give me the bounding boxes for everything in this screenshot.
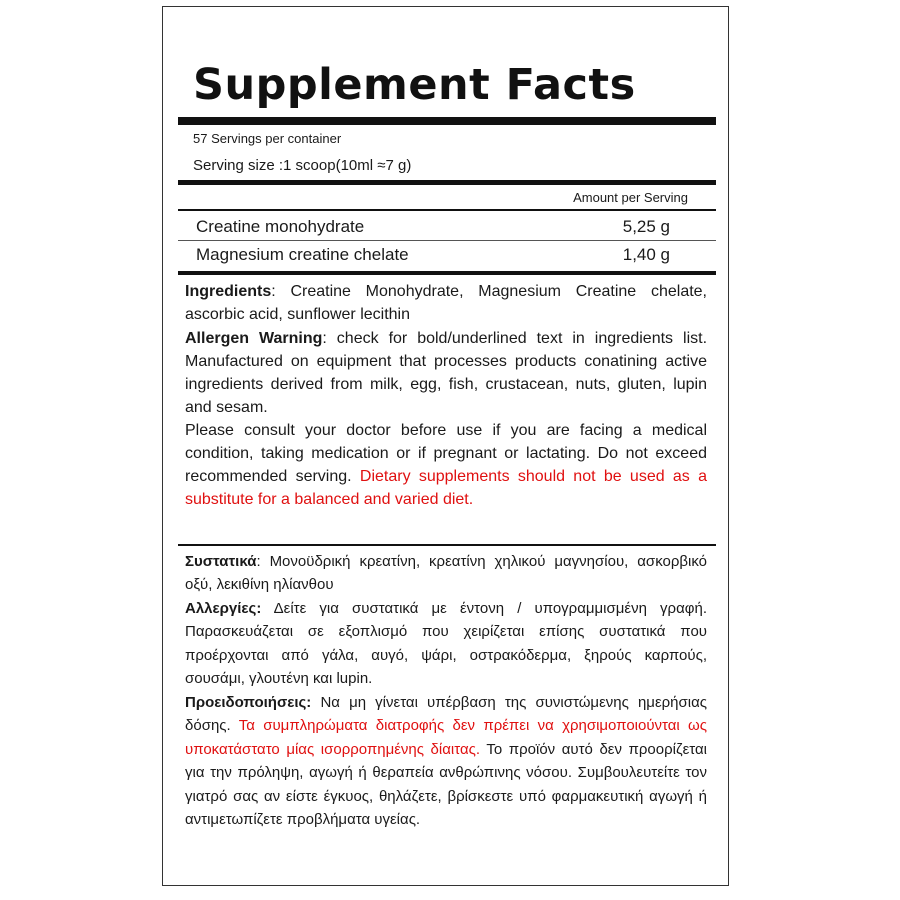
dietary-warning: Dietary supplements should not be used as a substitute for a balanced and varied diet.	[185, 468, 707, 508]
allergen-text: : check for bold/underlined text in ingredients list. Manufactured on equipment that processes products conatining active ingredients derived from milk, egg, fish, crustacean, nuts, gluten, lupin and sesam.	[185, 330, 708, 416]
ingredients-label: Ingredients	[185, 283, 272, 300]
servings-per-container: 57 Servings per container	[193, 131, 342, 146]
nutrient-name: Magnesium creatine chelate	[196, 245, 409, 264]
language-divider	[178, 544, 716, 546]
supplement-facts-label	[162, 6, 729, 886]
greek-ingredients	[185, 550, 707, 597]
greek-closing-text: Το προϊόν αυτό δεν προορίζεται για την πρόληψη, αγωγή ή θεραπεία ανθρώπινης νόσου. Συμβουλευτείτε τον γιατρό σας αν είστε έγκυος, θηλάζετε, βρίσκεστε υπό φαρμακευτική αγωγή ή αντιμετωπίζετε προβλήματα υγείας.	[185, 740, 707, 829]
greek-dietary-warning: Τα συμπληρώματα διατροφής δεν πρέπει να χρησιμοποιούνται ως υποκατάστατο μίας ισορροπημένης δίαιτας.	[185, 717, 707, 758]
label-title: Supplement Facts	[193, 60, 636, 110]
english-consult-notice	[185, 419, 707, 511]
greek-allergies-text: Δείτε για συστατικά με έντονη / υπογραμμισμένη γραφή. Παρασκευάζεται σε εξοπλισμό που χειρίζεται επίσης συστατικά που προέρχονται από γάλα, αυγό, ψάρι, οστρακόδερμα, ξηρούς καρπούς, σουσάμι, γλουτένη και lupin.	[185, 600, 707, 688]
greek-warnings	[185, 691, 707, 831]
consult-text: Please consult your doctor before use if you are facing a medical condition, taking medication or if pregnant or lactating. Do not exceed recommended serving.	[185, 422, 707, 485]
allergen-label: Allergen Warning	[185, 330, 323, 347]
serving-rule	[178, 180, 716, 185]
nutrient-name: Creatine monohydrate	[196, 217, 365, 236]
title-rule	[178, 117, 716, 125]
english-ingredients	[185, 280, 707, 326]
header-rule	[178, 209, 716, 211]
english-allergen-warning	[185, 327, 707, 419]
serving-size: Serving size :1 scoop(10ml ≈7 g)	[193, 157, 412, 174]
greek-warnings-text: Να μη γίνεται υπέρβαση της συνιστώμενης ημερήσιας δόσης.	[185, 694, 707, 735]
ingredients-text: : Creatine Monohydrate, Magnesium Creatine chelate, ascorbic acid, sunflower lecithin	[185, 283, 707, 323]
greek-ingredients-label: Συστατικά	[185, 553, 257, 570]
greek-ingredients-text: : Μονοϋδρική κρεατίνη, κρεατίνη χηλικού μαγνησίου, ασκορβικό οξύ, λεκιθίνη ηλίανθου	[185, 553, 707, 594]
nutrient-amount: 1,40 g	[622, 245, 670, 264]
nutrient-amount: 5,25 g	[622, 217, 670, 236]
greek-warnings-label: Προειδοποιήσεις:	[185, 694, 312, 711]
amount-per-serving-header: Amount per Serving	[573, 190, 688, 205]
greek-allergies	[185, 597, 707, 691]
nutrients-rule	[178, 271, 716, 275]
row-divider	[178, 240, 716, 241]
greek-allergies-label: Αλλεργίες:	[185, 600, 262, 617]
